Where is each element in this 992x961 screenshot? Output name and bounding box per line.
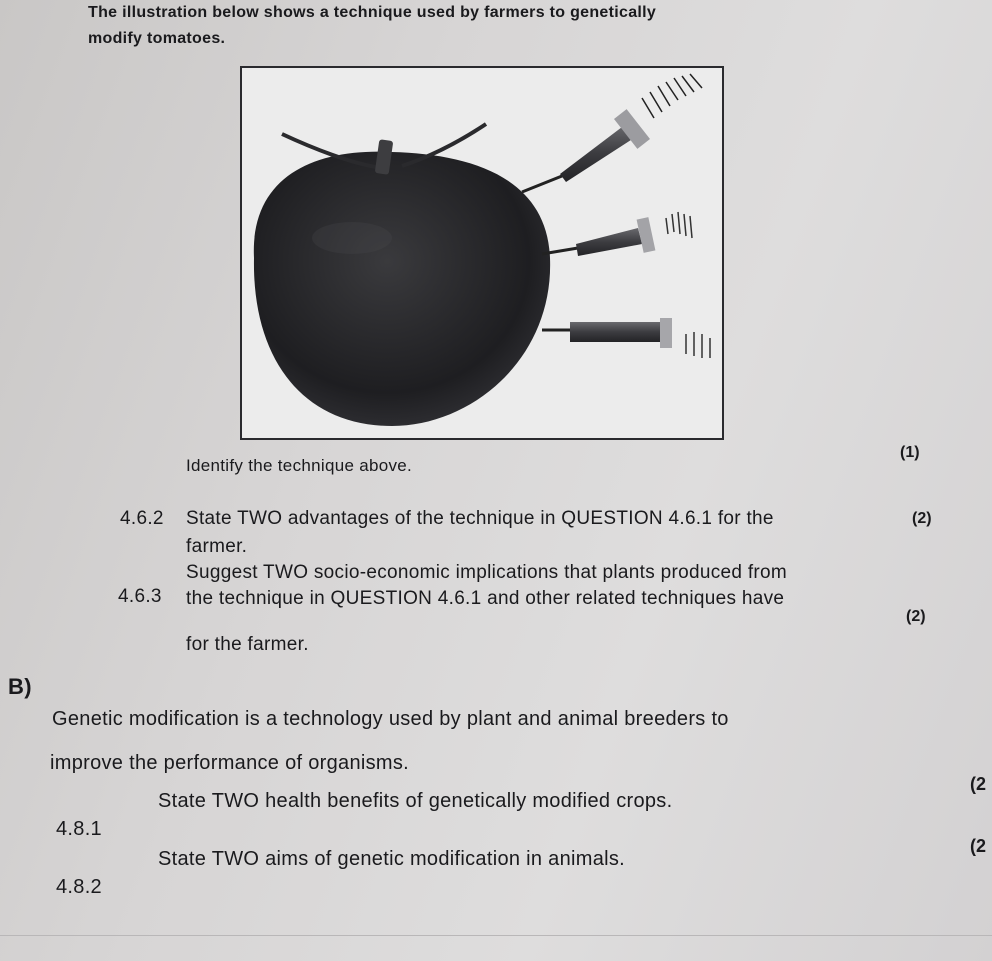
syringe-icon: [542, 212, 692, 256]
q-4-6-3-number: 4.6.3: [118, 586, 162, 607]
section-b-line-2: improve the performance of organisms.: [50, 752, 410, 774]
q-4-6-2-line-1: State TWO advantages of the technique in QUESTION 4.6.1 for the: [186, 508, 774, 529]
q-4-6-3-line-2: the technique in QUESTION 4.6.1 and other related techniques have: [186, 588, 785, 609]
q-4-8-1-text: State TWO health benefits of genetically modified crops.: [158, 790, 673, 812]
q-4-6-1-marks: (1): [900, 444, 920, 461]
q-4-6-1-text: Identify the technique above.: [186, 456, 413, 475]
q-4-8-1-number: 4.8.1: [56, 818, 102, 840]
q-4-8-2-text: State TWO aims of genetic modification in animals.: [158, 848, 626, 870]
syringe-icon: [542, 318, 710, 358]
syringe-icon: [522, 74, 702, 192]
tomato-injection-illustration: [240, 66, 724, 440]
section-b-line-1: Genetic modification is a technology used by plant and animal breeders to: [52, 708, 729, 730]
q-4-6-3-line-3: for the farmer.: [186, 634, 309, 655]
q-4-8-1-marks: (2: [970, 774, 987, 794]
tomato-icon: [254, 124, 550, 426]
q-4-6-2-marks: (2): [912, 510, 932, 527]
tomato-illustration-svg: [242, 68, 722, 438]
section-b-label: B): [8, 674, 32, 699]
page-bottom-rule: [0, 935, 992, 936]
q-4-6-2-number: 4.6.2: [120, 508, 164, 529]
intro-line-1: The illustration below shows a technique used by farmers to genetically: [88, 4, 657, 21]
q-4-6-3-marks: (2): [906, 608, 926, 625]
q-4-8-2-number: 4.8.2: [56, 876, 102, 898]
q-4-6-2-line-2: farmer.: [186, 536, 248, 557]
q-4-8-2-marks: (2: [970, 836, 987, 856]
intro-line-2: modify tomatoes.: [88, 30, 226, 47]
q-4-6-3-line-1: Suggest TWO socio-economic implications that plants produced from: [186, 562, 788, 583]
